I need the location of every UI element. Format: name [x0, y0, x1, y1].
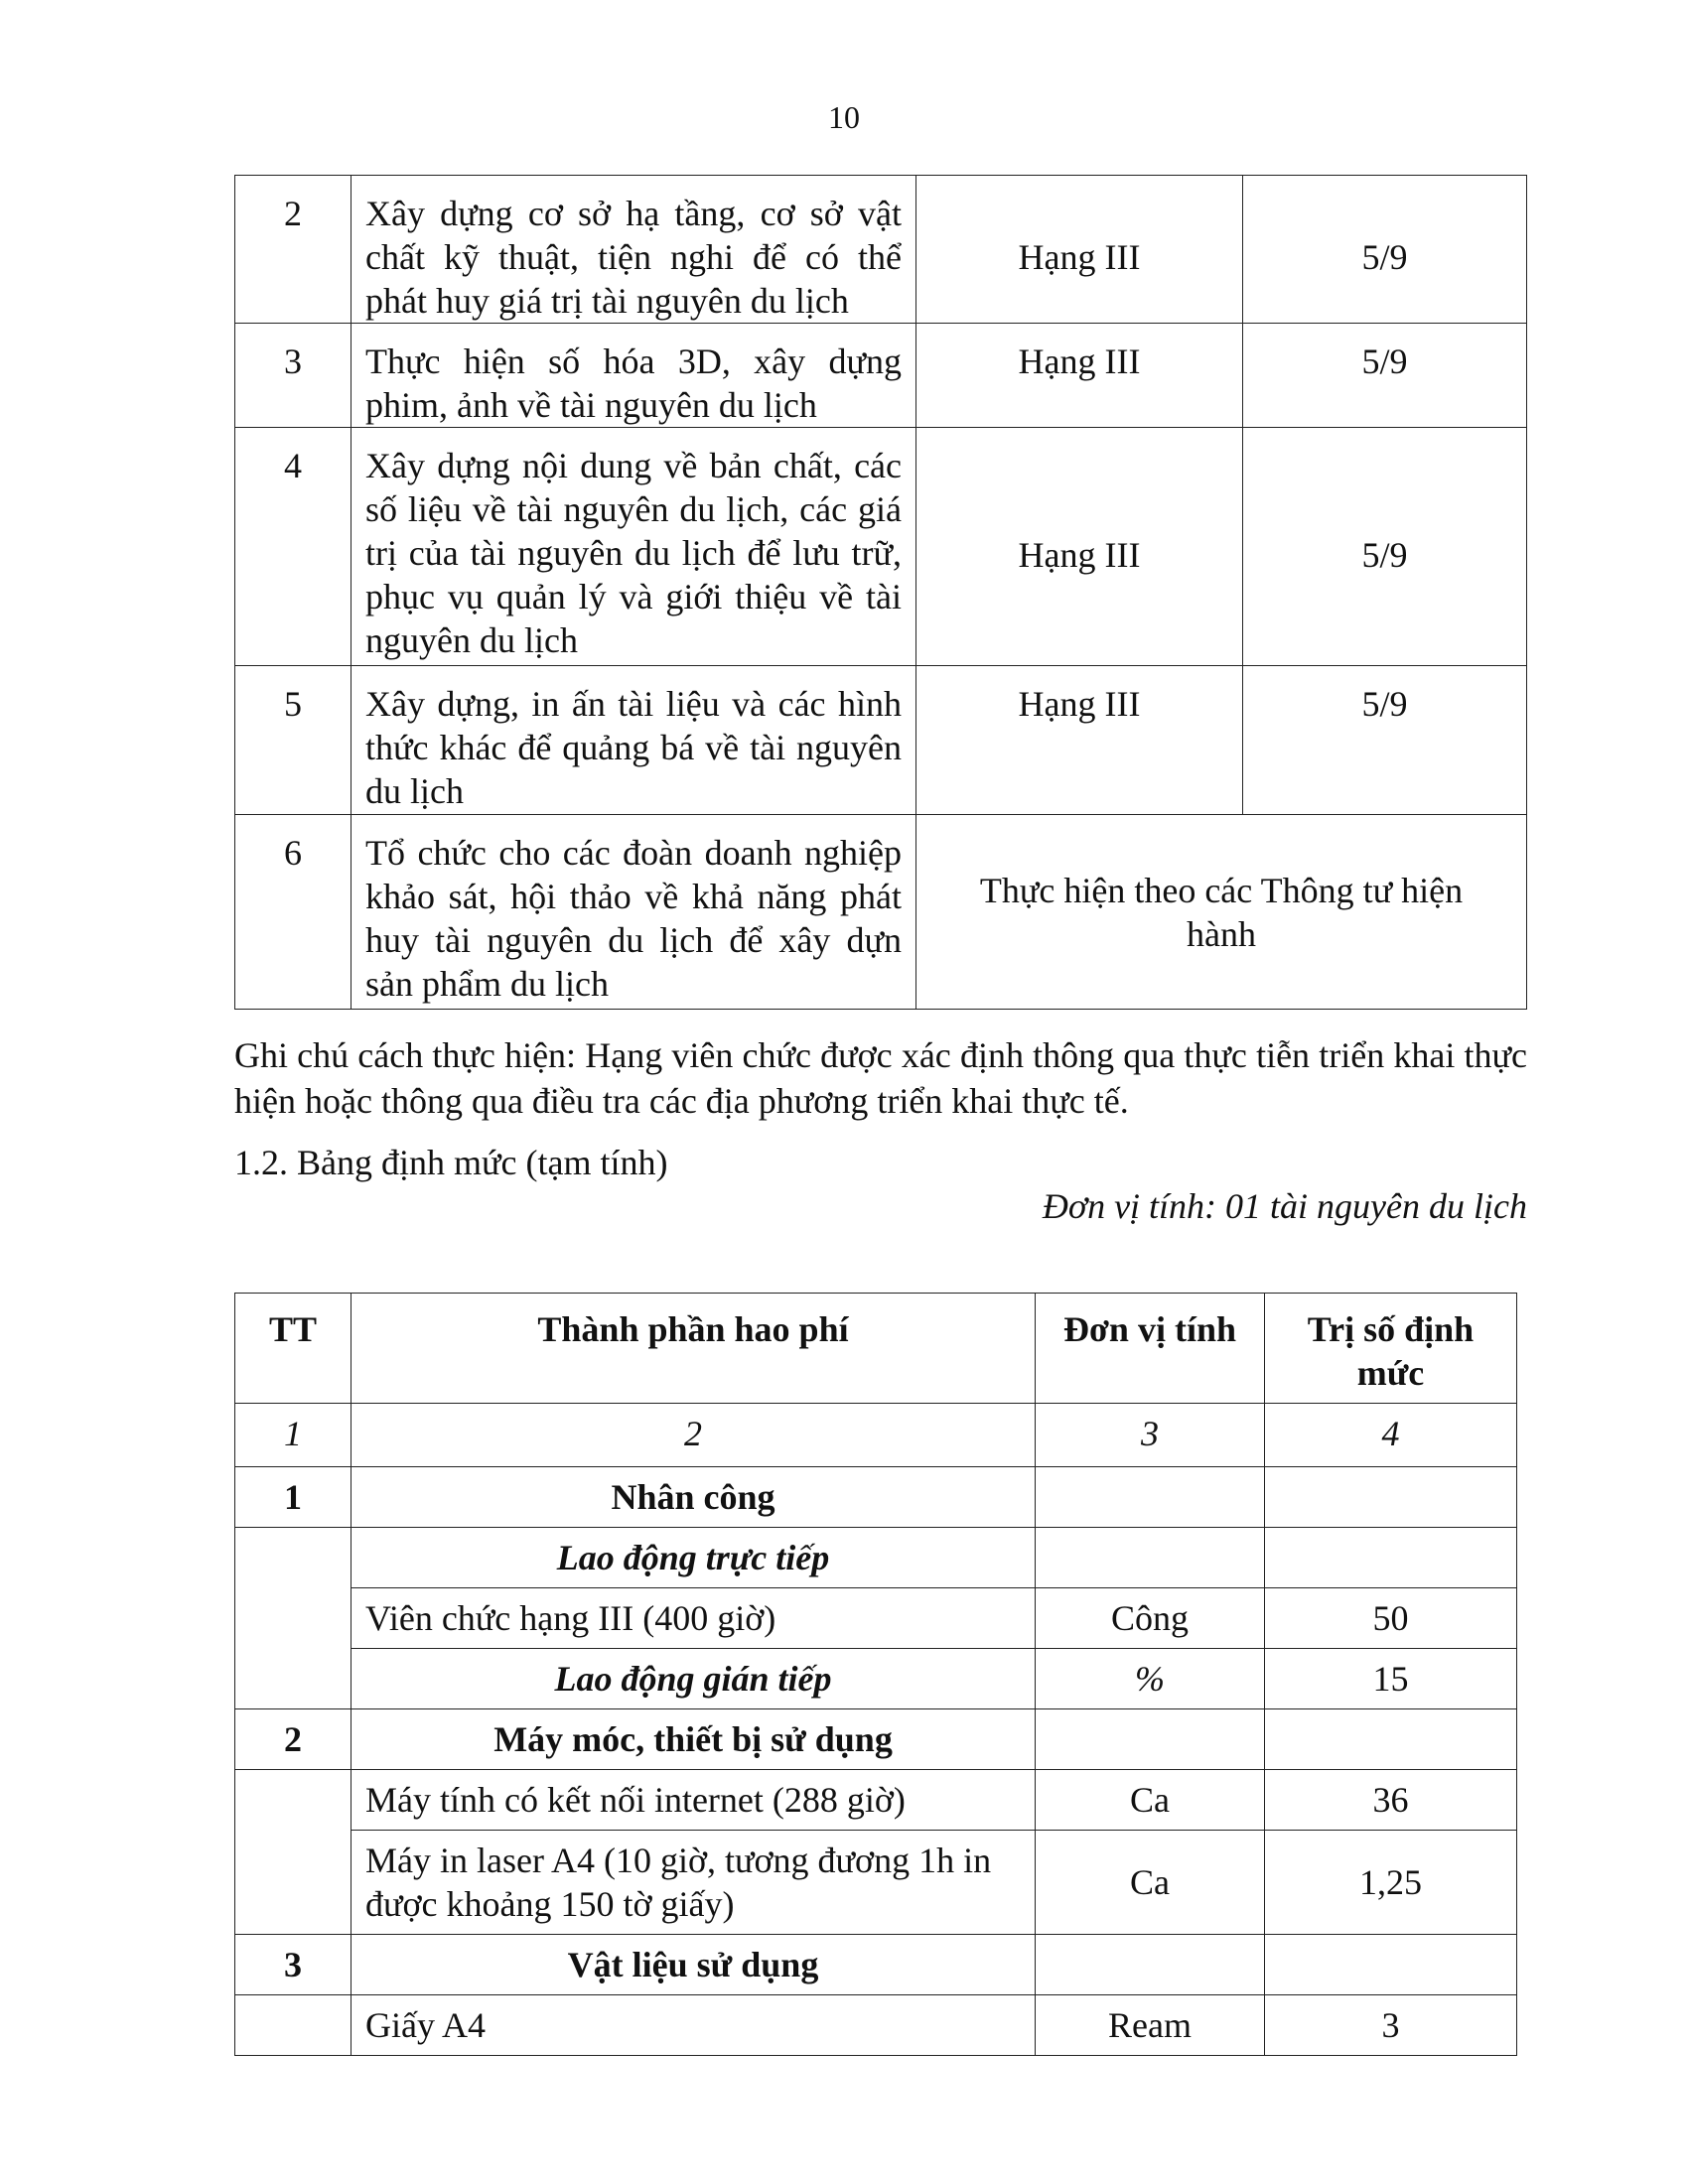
- task-description: Tổ chức cho các đoàn doanh nghiệp khảo sát, hội thảo về khả năng phát huy tài nguyên du lịch để xây dựn sản phẩm du lịch: [352, 815, 916, 1010]
- item-unit: Ream: [1036, 1995, 1265, 2056]
- group-title: Vật liệu sử dụng: [352, 1935, 1036, 1995]
- page-number: 10: [828, 99, 860, 135]
- item-value: 1,25: [1265, 1831, 1517, 1935]
- empty-cell: [1265, 1467, 1517, 1528]
- table-row: [235, 428, 1527, 666]
- item-name: Viên chức hạng III (400 giờ): [352, 1588, 1036, 1649]
- item-value: 50: [1265, 1588, 1517, 1649]
- empty-cell: [1265, 1528, 1517, 1588]
- employee-rank: Hạng III: [916, 176, 1243, 324]
- subgroup-title: Lao động trực tiếp: [352, 1528, 1036, 1588]
- subgroup-row: [235, 1528, 1517, 1588]
- row-number: 4: [235, 428, 352, 666]
- group-number: 1: [235, 1467, 352, 1528]
- subgroup-title: Lao động gián tiếp: [352, 1649, 1036, 1709]
- unit-of-measure: Đơn vị tính: 01 tài nguyên du lịch: [1042, 1186, 1527, 1226]
- implementation-note: Ghi chú cách thực hiện: Hạng viên chức được xác định thông qua thực tiễn triển khai thực hiện hoặc thông qua điều tra các địa phương triển khai thực tế.: [234, 1035, 1527, 1121]
- ratio-value: 5/9: [1243, 666, 1527, 815]
- header-norm-value: Trị số định mức: [1265, 1294, 1517, 1404]
- index-row: [235, 1404, 1517, 1467]
- norm-table: [234, 1293, 1517, 2056]
- item-unit: Công: [1036, 1588, 1265, 1649]
- item-unit: %: [1036, 1649, 1265, 1709]
- header-unit: Đơn vị tính: [1036, 1294, 1265, 1404]
- empty-cell: [235, 1995, 352, 2056]
- header-row: [235, 1294, 1517, 1404]
- empty-cell: [1036, 1709, 1265, 1770]
- group-row: [235, 1467, 1517, 1528]
- group-row: [235, 1709, 1517, 1770]
- empty-cell: [1265, 1709, 1517, 1770]
- empty-cell: [1036, 1467, 1265, 1528]
- group-number: 3: [235, 1935, 352, 1995]
- item-unit: Ca: [1036, 1831, 1265, 1935]
- task-description: Xây dựng, in ấn tài liệu và các hình thức khác để quảng bá về tài nguyên du lịch: [352, 666, 916, 815]
- table-row: [235, 176, 1527, 324]
- subgroup-row: [235, 1649, 1517, 1709]
- task-description: Xây dựng nội dung về bản chất, các số liệu về tài nguyên du lịch, các giá trị của tài nguyên du lịch để lưu trữ, phục vụ quản lý và giới thiệu về tài nguyên du lịch: [352, 428, 916, 666]
- task-description: Xây dựng cơ sở hạ tầng, cơ sở vật chất kỹ thuật, tiện nghi để có thể phát huy giá trị tài nguyên du lịch: [352, 176, 916, 324]
- item-value: 3: [1265, 1995, 1517, 2056]
- empty-cell: [235, 1528, 352, 1709]
- empty-cell: [1036, 1528, 1265, 1588]
- item-name: Máy in laser A4 (10 giờ, tương đương 1h in được khoảng 150 tờ giấy): [352, 1831, 1036, 1935]
- row-number: 2: [235, 176, 352, 324]
- table-row: [235, 1588, 1517, 1649]
- empty-cell: [235, 1770, 352, 1935]
- ratio-value: 5/9: [1243, 428, 1527, 666]
- empty-cell: [1036, 1935, 1265, 1995]
- item-value: 36: [1265, 1770, 1517, 1831]
- header-tt: TT: [235, 1294, 352, 1404]
- ratio-value: 5/9: [1243, 176, 1527, 324]
- table-row: [235, 324, 1527, 428]
- group-number: 2: [235, 1709, 352, 1770]
- header-cost-component: Thành phần hao phí: [352, 1294, 1036, 1404]
- empty-cell: [1265, 1935, 1517, 1995]
- item-name: Giấy A4: [352, 1995, 1036, 2056]
- merged-note-cell: Thực hiện theo các Thông tư hiện hành: [916, 815, 1527, 1010]
- employee-rank: Hạng III: [916, 428, 1243, 666]
- table-row: [235, 666, 1527, 815]
- index-cell: 3: [1036, 1404, 1265, 1467]
- table-row: [235, 1995, 1517, 2056]
- item-value: 15: [1265, 1649, 1517, 1709]
- task-description: Thực hiện số hóa 3D, xây dựng phim, ảnh về tài nguyên du lịch: [352, 324, 916, 428]
- row-number: 3: [235, 324, 352, 428]
- table-row: [235, 1831, 1517, 1935]
- index-cell: 4: [1265, 1404, 1517, 1467]
- task-rank-table: [234, 175, 1527, 1010]
- row-number: 6: [235, 815, 352, 1010]
- table-row: [235, 1770, 1517, 1831]
- item-name: Máy tính có kết nối internet (288 giờ): [352, 1770, 1036, 1831]
- table-row: [235, 815, 1527, 1010]
- group-title: Máy móc, thiết bị sử dụng: [352, 1709, 1036, 1770]
- item-unit: Ca: [1036, 1770, 1265, 1831]
- index-cell: 1: [235, 1404, 352, 1467]
- group-row: [235, 1935, 1517, 1995]
- employee-rank: Hạng III: [916, 324, 1243, 428]
- row-number: 5: [235, 666, 352, 815]
- section-title: 1.2. Bảng định mức (tạm tính): [234, 1143, 668, 1182]
- employee-rank: Hạng III: [916, 666, 1243, 815]
- group-title: Nhân công: [352, 1467, 1036, 1528]
- index-cell: 2: [352, 1404, 1036, 1467]
- ratio-value: 5/9: [1243, 324, 1527, 428]
